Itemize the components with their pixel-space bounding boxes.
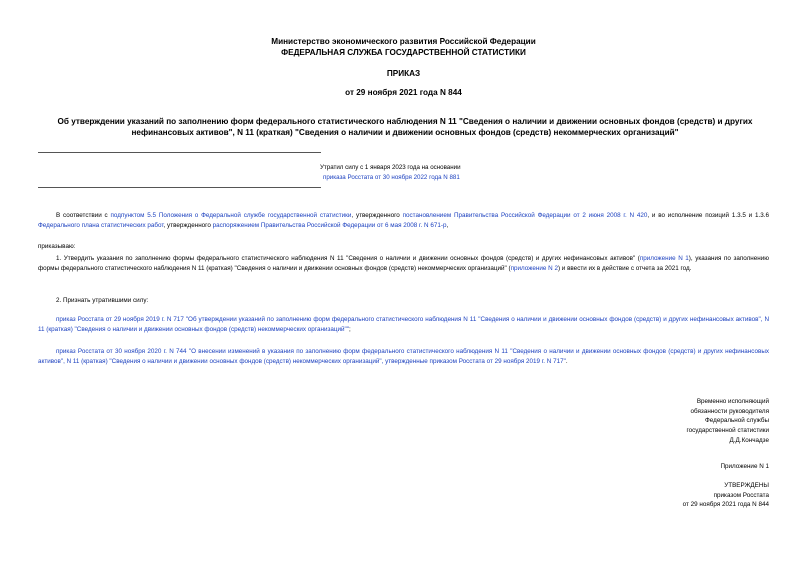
- signature-line-2: обязанности руководителя: [690, 407, 769, 415]
- appendix-1-link[interactable]: приложение N 1: [639, 255, 689, 262]
- divider-bottom: [38, 187, 321, 188]
- orders-word: приказываю:: [38, 243, 76, 250]
- approval-date: от 29 ноября 2021 года N 844: [682, 501, 769, 509]
- signature-line-4: государственной статистики: [686, 427, 769, 435]
- revoked-item-2-tail: .: [565, 357, 568, 365]
- regulation-link[interactable]: подпунктом 5.5 Положения о Федеральной службе государственной статистики: [110, 212, 352, 219]
- document-type: ПРИКАЗ: [386, 69, 421, 78]
- revoked-item-1: [38, 315, 769, 334]
- approval-block: [683, 481, 769, 510]
- preamble-text-1: В соответствии с: [56, 212, 111, 219]
- preamble-text-3: , и во исполнение позиций 1.3.5 и 1.3.6: [647, 212, 770, 219]
- preamble-text-5: ,: [446, 221, 449, 229]
- signature-name: Д.Д.Кончадзе: [729, 436, 769, 444]
- item-1-paragraph: [38, 254, 769, 273]
- approval-approved: УТВЕРЖДЕНЫ: [724, 482, 769, 489]
- statistical-plan-link[interactable]: Федерального плана статистических работ: [38, 221, 164, 229]
- signature-line-1: Временно исполняющий: [696, 398, 769, 405]
- revoked-order-717-link[interactable]: приказ Росстата от 29 ноября 2019 г. N 717 "Об утверждении указаний по заполнению форм федерального статистического наблюдения N 11 "Сведения о наличии и движении основных фондов (средств) и других нефинансовых активов", N 11 (краткая) "Сведения о наличии и движении основных фондов (средств) некоммерческих организаций"": [38, 316, 769, 333]
- preamble-paragraph: [38, 211, 769, 230]
- preamble-text-4: , утвержденного: [163, 221, 213, 229]
- document-title: Об утверждении указаний по заполнению форм федерального статистического наблюдения N 11 "Сведения о наличии и движении основных фондов (средств) и других нефинансовых активов", N 11 (краткая) "Сведения о наличии и движении основных фондов (средств) некоммерческих организаций": [57, 117, 753, 137]
- status-note-text: Утратил силу с 1 января 2023 года на основании: [320, 164, 461, 171]
- document-date-number: от 29 ноября 2021 года N 844: [345, 88, 462, 97]
- item-1-text-3: ) и ввести их в действие с отчета за 2021 год.: [557, 264, 692, 272]
- signature-block: [686, 397, 769, 446]
- status-note-link[interactable]: приказа Росстата от 30 ноября 2022 года N 881: [323, 174, 460, 181]
- government-decree-link[interactable]: постановлением Правительства Российской Федерации от 2 июня 2008 г. N 420: [402, 212, 648, 219]
- revoked-order-744-link[interactable]: приказ Росстата от 30 ноября 2020 г. N 744 "О внесении изменений в указания по заполнению форм федерального статистического наблюдения N 11 "Сведения о наличии и движении основных фондов (средств) и других нефинансовых активов", N 11 (краткая) "Сведения о наличии и движении основных фондов (средств) некоммерческих организаций", утвержденные приказом Росстата от 29 ноября 2019 г. N 717": [38, 348, 769, 365]
- signature-line-3: Федеральной службы: [705, 417, 769, 425]
- ministry-name: Министерство экономического развития Российской Федерации: [271, 37, 536, 46]
- service-name: ФЕДЕРАЛЬНАЯ СЛУЖБА ГОСУДАРСТВЕННОЙ СТАТИСТИКИ: [281, 48, 526, 57]
- item-2-paragraph: 2. Признать утратившими силу:: [56, 297, 149, 304]
- divider-top: [38, 152, 321, 153]
- appendix-2-link[interactable]: приложение N 2: [510, 264, 558, 272]
- item-1-text-2: ), указания по заполнению формы федерального статистического наблюдения N 11 (краткая) "Сведения о наличии и движении основных фондов (средств) некоммерческих организаций" (: [38, 255, 769, 272]
- government-order-link[interactable]: распоряжением Правительства Российской Федерации от 6 мая 2008 г. N 671-р: [212, 221, 447, 229]
- revoked-item-1-tail: ;: [348, 325, 351, 333]
- status-note: [320, 163, 620, 183]
- approval-by: приказом Росстата: [713, 491, 769, 499]
- preamble-text-2: , утвержденного: [351, 212, 403, 219]
- item-1-text-1: 1. Утвердить указания по заполнению формы федерального статистического наблюдения N 11 "Сведения о наличии и движении основных фондов (средств) и других нефинансовых активов" (: [56, 255, 640, 262]
- appendix-label: Приложение N 1: [720, 463, 769, 470]
- revoked-item-2: [38, 347, 769, 366]
